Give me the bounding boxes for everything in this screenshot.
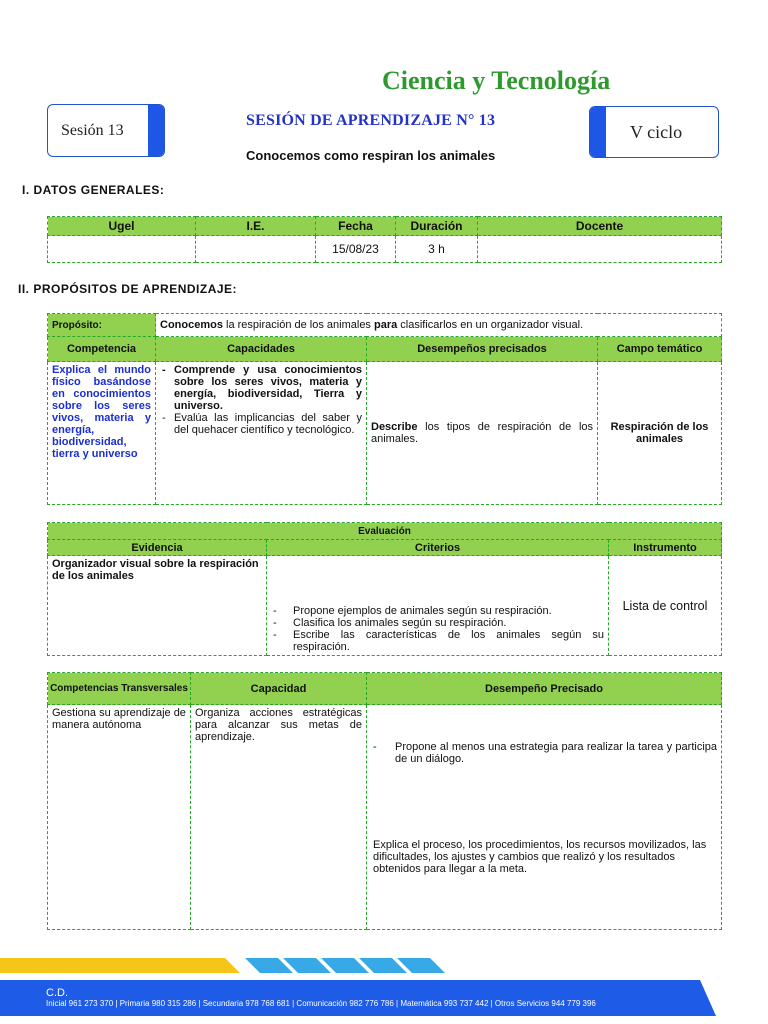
col-capacidades: Capacidades	[156, 337, 367, 362]
evaluacion-table	[47, 522, 722, 656]
col-duracion: Duración	[396, 217, 478, 236]
table-header-row	[48, 523, 722, 540]
table-header-row	[48, 217, 722, 236]
list-item: - Escribe las características de los animales según su respiración.	[271, 629, 604, 653]
proposito-verb: Conocemos	[160, 319, 223, 331]
instrumento-text: Lista de control	[609, 556, 722, 656]
footer-blue-band	[0, 980, 716, 1016]
footer-contacts: Inicial 961 273 370 | Primaria 980 315 286 | Secundaria 978 768 681 | Comunicación 982 776 786 | Matemática 993 737 442 | Otros Servicios 944 779 396	[46, 999, 596, 1008]
footer-banner	[0, 940, 768, 1024]
competencia-text: Explica el mundo físico basándose en conocimientos sobre los seres vivos, materia y energía, biodiversidad, tierra y universo	[48, 362, 156, 505]
footer-label: C.D.	[46, 987, 68, 999]
transversal-capacidad: Organiza acciones estratégicas para alcanzar sus metas de aprendizaje.	[191, 705, 367, 930]
campo-tematico-text: Respiración de los animales	[598, 362, 722, 505]
capacidades-list	[160, 364, 362, 436]
propositos-table	[47, 313, 722, 505]
transversal-desempeno-cell	[367, 705, 722, 930]
cell-ie	[196, 236, 316, 263]
proposito-part1: la respiración de los animales	[222, 319, 374, 331]
cell-ugel	[48, 236, 196, 263]
datos-generales-table	[47, 216, 722, 263]
criterios-cell	[267, 556, 609, 656]
col-ugel: Ugel	[48, 217, 196, 236]
table-row	[48, 705, 722, 930]
col-evidencia: Evidencia	[48, 540, 267, 556]
table-header-row	[48, 673, 722, 705]
session-number-box	[47, 104, 165, 157]
cycle-box-accent	[590, 107, 606, 157]
evidencia-text: Organizador visual sobre la respiración de los animales	[48, 556, 267, 656]
section-datos-generales-heading: I. DATOS GENERALES:	[22, 183, 165, 197]
col-criterios: Criterios	[267, 540, 609, 556]
cycle-label: V ciclo	[630, 121, 683, 142]
col-desempenos: Desempeños precisados	[367, 337, 598, 362]
footer-yellow-stripe	[0, 958, 240, 973]
list-item: - Evalúa las implicancias del saber y del quehacer científico y tecnológico.	[160, 412, 362, 436]
proposito-label: Propósito:	[48, 314, 156, 337]
proposito-part2: clasificarlos en un organizador visual.	[397, 319, 584, 331]
desempeno-text: los tipos de respiración de los animales.	[371, 421, 593, 445]
list-item: - Clasifica los animales según su respiración.	[271, 617, 604, 629]
list-item: - Comprende y usa conocimientos sobre los seres vivos, materia y energía, biodiversidad, Tierra y universo.	[160, 364, 362, 412]
table-row	[48, 556, 722, 656]
cell-fecha: 15/08/23	[316, 236, 396, 263]
transversal-competencia: Gestiona su aprendizaje de manera autónoma	[48, 705, 191, 930]
proposito-connector: para	[374, 319, 398, 331]
session-number-label: Sesión 13	[61, 121, 124, 139]
col-competencia: Competencia	[48, 337, 156, 362]
col-docente: Docente	[478, 217, 722, 236]
col-fecha: Fecha	[316, 217, 396, 236]
table-row	[48, 236, 722, 263]
table-row	[48, 362, 722, 505]
list-item: - Propone ejemplos de animales según su respiración.	[271, 605, 604, 617]
section-propositos-heading: II. PROPÓSITOS DE APRENDIZAJE:	[18, 282, 238, 296]
col-instrumento: Instrumento	[609, 540, 722, 556]
criterios-list	[271, 605, 604, 653]
cycle-box	[589, 106, 719, 158]
col-ie: I.E.	[196, 217, 316, 236]
session-title: SESIÓN DE APRENDIZAJE N° 13	[246, 112, 496, 129]
capacidades-cell	[156, 362, 367, 505]
proposito-text	[156, 314, 722, 337]
desempeno-cell	[367, 362, 598, 505]
transversales-table	[47, 672, 722, 930]
cell-docente	[478, 236, 722, 263]
desempeno-verb: Describe	[371, 421, 418, 433]
col-competencias-transversales: Competencias Transversales	[48, 673, 191, 705]
session-box-accent	[148, 105, 164, 156]
evaluacion-title: Evaluación	[48, 523, 722, 540]
list-item: - Propone al menos una estrategia para realizar la tarea y participa de un diálogo.	[371, 741, 717, 765]
desempeno-list	[371, 741, 717, 765]
col-capacidad: Capacidad	[191, 673, 367, 705]
table-header-row	[48, 337, 722, 362]
table-header-row	[48, 540, 722, 556]
col-campo-tematico: Campo temático	[598, 337, 722, 362]
col-desempeno-precisado: Desempeño Precisado	[367, 673, 722, 705]
session-subtitle: Conocemos como respiran los animales	[246, 148, 496, 163]
cell-duracion: 3 h	[396, 236, 478, 263]
area-title: Ciencia y Tecnología	[382, 66, 611, 95]
desempeno-explicacion: Explica el proceso, los procedimientos, los recursos movilizados, las dificultades, los ajustes y cambios que realizó y los resultados obtenidos para llegar a la meta.	[373, 839, 707, 875]
proposito-row	[48, 314, 722, 337]
